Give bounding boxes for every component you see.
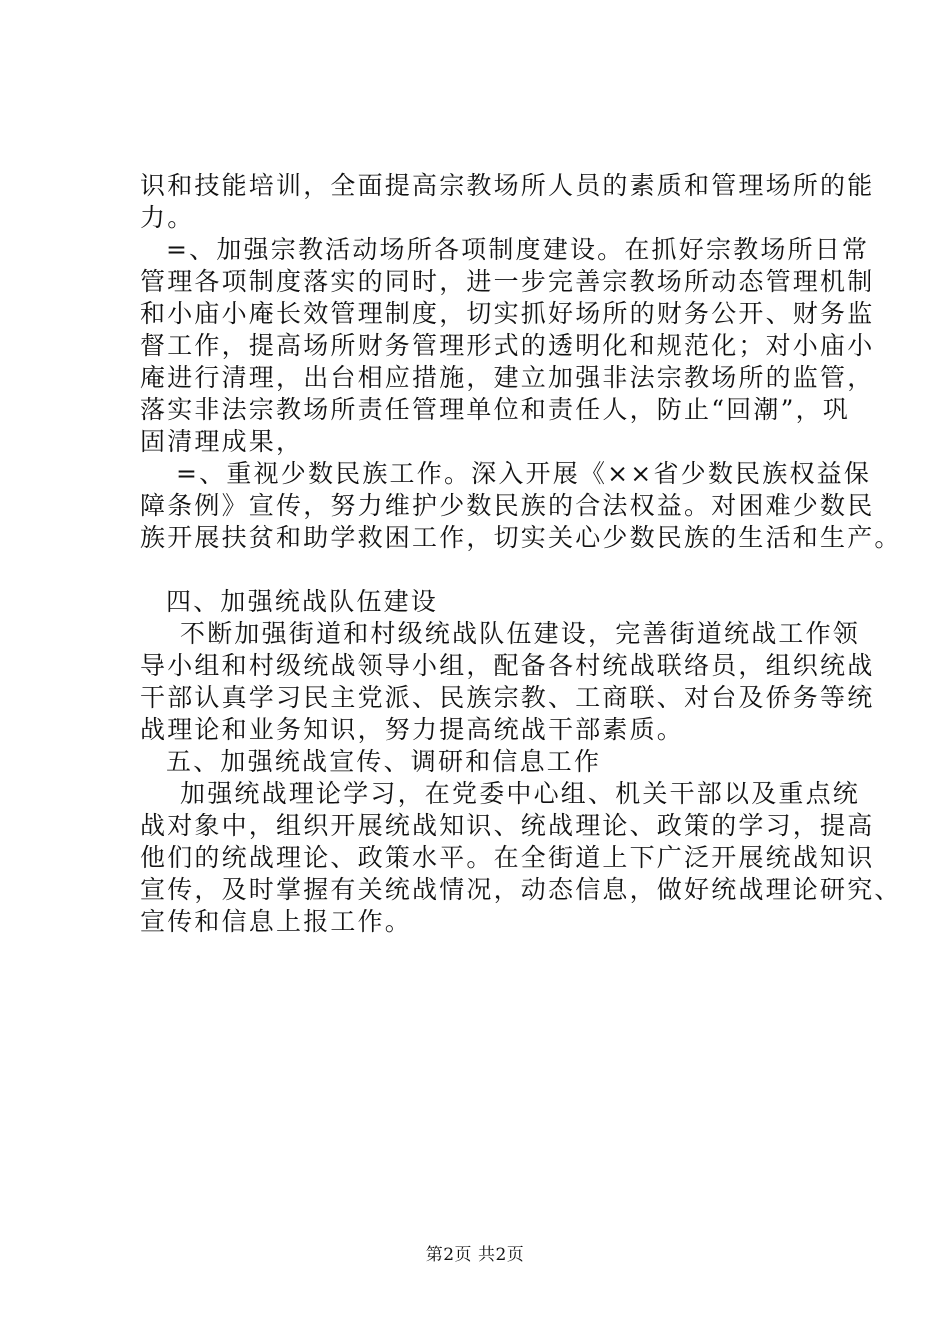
section-heading-four: 四、加强统战队伍建设: [166, 587, 439, 616]
text-line: 障条例》宣传，努力维护少数民族的合法权益。对困难少数民: [140, 491, 875, 520]
text-line: 不断加强街道和村级统战队伍建设，完善街道统战工作领: [180, 619, 861, 648]
text-line: 督工作，提高场所财务管理形式的透明化和规范化；对小庙小: [140, 331, 875, 360]
text-line: 族开展扶贫和助学救困工作，切实关心少数民族的生活和生产。: [140, 523, 902, 552]
text-line: 固清理成果，: [140, 427, 304, 456]
text-line: 战对象中，组织开展统战知识、统战理论、政策的学习，提高: [140, 811, 875, 840]
text-line: 落实非法宗教场所责任管理单位和责任人，防止“回潮”，巩: [140, 395, 850, 424]
text-line: 干部认真学习民主党派、民族宗教、工商联、对台及侨务等统: [140, 683, 875, 712]
text-line: 管理各项制度落实的同时，进一步完善宗教场所动态管理机制: [140, 267, 875, 296]
section-heading-five: 五、加强统战宣传、调研和信息工作: [166, 747, 602, 776]
document-body: [140, 170, 902, 938]
text-line: 识和技能培训，全面提高宗教场所人员的素质和管理场所的能: [140, 171, 875, 200]
text-line: 战理论和业务知识，努力提高统战干部素质。: [140, 715, 685, 744]
page-number: 第2页 共2页: [425, 1245, 525, 1265]
section-heading-three: =、重视少数民族工作。深入开展《××省少数民族权益保: [176, 459, 872, 488]
text-line: 他们的统战理论、政策水平。在全街道上下广泛开展统战知识: [140, 843, 875, 872]
text-line: 加强统战理论学习，在党委中心组、机关干部以及重点统: [180, 779, 861, 808]
text-line: 力。: [140, 203, 195, 232]
section-heading-two: =、加强宗教活动场所各项制度建设。在抓好宗教场所日常: [166, 235, 870, 264]
text-line: 宣传，及时掌握有关统战情况，动态信息，做好统战理论研究、: [140, 875, 902, 904]
text-line: 导小组和村级统战领导小组，配备各村统战联络员，组织统战: [140, 651, 875, 680]
text-line: 庵进行清理，出台相应措施，建立加强非法宗教场所的监管，: [140, 363, 875, 392]
page-footer: [0, 1244, 950, 1266]
text-line: 宣传和信息上报工作。: [140, 907, 413, 936]
text-line: 和小庙小庵长效管理制度，切实抓好场所的财务公开、财务监: [140, 299, 875, 328]
